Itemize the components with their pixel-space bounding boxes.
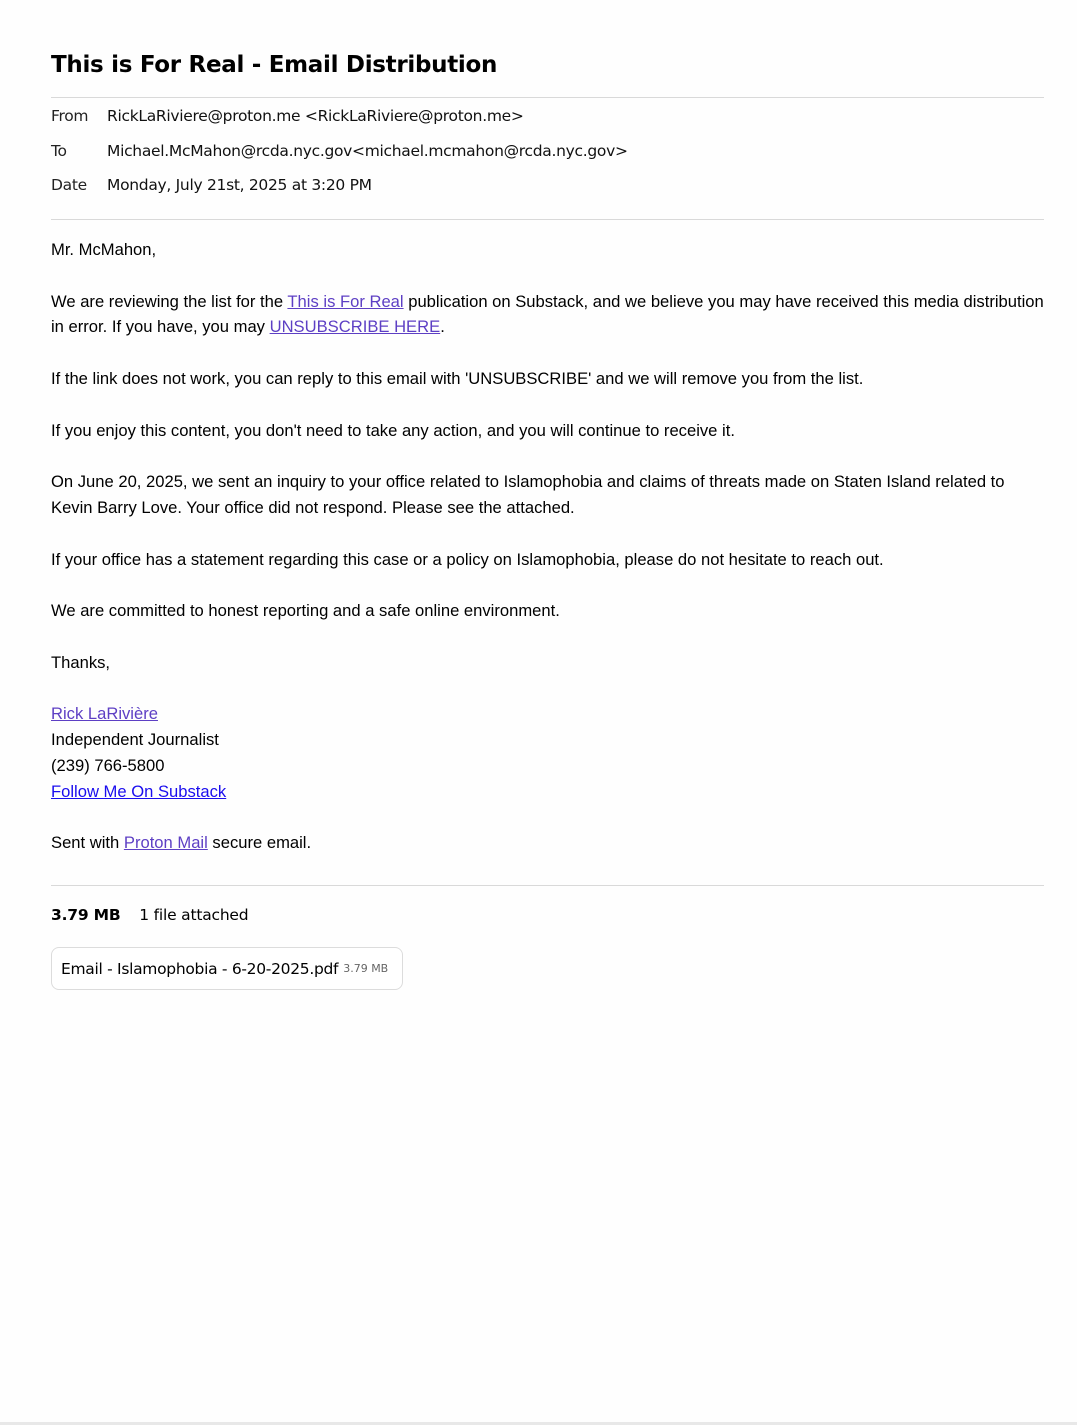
header-divider bbox=[51, 97, 1044, 98]
body-divider bbox=[51, 219, 1044, 220]
unsubscribe-link[interactable]: UNSUBSCRIBE HERE bbox=[269, 317, 441, 337]
date-value: Monday, July 21st, 2025 at 3:20 PM bbox=[107, 176, 372, 194]
attachment-filesize: 3.79 MB bbox=[343, 962, 389, 975]
attachment-filename: Email - Islamophobia - 6-20-2025.pdf bbox=[61, 959, 339, 978]
paragraph-statement: If your office has a statement regarding this case or a policy on Islamophobia, please do not hesitate to reach out. bbox=[51, 549, 884, 569]
paragraph-review-text-1: We are reviewing the list for the bbox=[51, 291, 288, 311]
date-label: Date bbox=[51, 176, 87, 194]
publication-link[interactable]: This is For Real bbox=[287, 291, 404, 311]
attachments-total-size: 3.79 MB bbox=[51, 906, 121, 924]
signature bbox=[51, 701, 1044, 804]
attachments-divider bbox=[51, 885, 1044, 886]
paragraph-enjoy-content: If you enjoy this content, you don't need to take any action, and you will continue to receive it. bbox=[51, 420, 735, 440]
paragraph-unsubscribe-reply: If the link does not work, you can reply to this email with 'UNSUBSCRIBE' and we will remove you from the list. bbox=[51, 368, 864, 388]
sent-with-footer bbox=[51, 830, 1044, 856]
paragraph-review-text-3: . bbox=[440, 317, 445, 337]
greeting: Mr. McMahon, bbox=[51, 240, 157, 259]
from-address[interactable]: RickLaRiviere@proton.me <RickLaRiviere@proton.me> bbox=[107, 107, 524, 125]
signature-title: Independent Journalist bbox=[51, 730, 219, 750]
email-body bbox=[51, 237, 1044, 882]
paragraph-review bbox=[51, 289, 1044, 341]
closing: Thanks, bbox=[51, 652, 111, 672]
email-subject: This is For Real - Email Distribution bbox=[51, 52, 498, 78]
follow-substack-link[interactable]: Follow Me On Substack bbox=[51, 781, 227, 801]
proton-mail-link[interactable]: Proton Mail bbox=[123, 833, 208, 853]
footer-text-1: Sent with bbox=[51, 833, 124, 853]
paragraph-review-text-2: publication on Substack, and we believe you may have received this media distribution in error. If you have, you may bbox=[51, 291, 1044, 337]
paragraph-inquiry: On June 20, 2025, we sent an inquiry to your office related to Islamophobia and claims of threats made on Staten Island related to Kevin Barry Love. Your office did not respond. Please see the attached. bbox=[51, 472, 1005, 517]
signature-name-link[interactable]: Rick LaRivière bbox=[51, 704, 158, 724]
attachments-summary bbox=[51, 906, 248, 924]
paragraph-commitment: We are committed to honest reporting and a safe online environment. bbox=[51, 601, 560, 621]
footer-text-2: secure email. bbox=[207, 833, 312, 853]
from-label: From bbox=[51, 107, 89, 125]
attachments-count: 1 file attached bbox=[139, 906, 249, 924]
to-address[interactable]: Michael.McMahon@rcda.nyc.gov<michael.mcmahon@rcda.nyc.gov> bbox=[107, 142, 628, 160]
signature-phone: (239) 766-5800 bbox=[51, 755, 165, 775]
to-label: To bbox=[51, 142, 67, 160]
attachment-card[interactable] bbox=[51, 947, 403, 990]
